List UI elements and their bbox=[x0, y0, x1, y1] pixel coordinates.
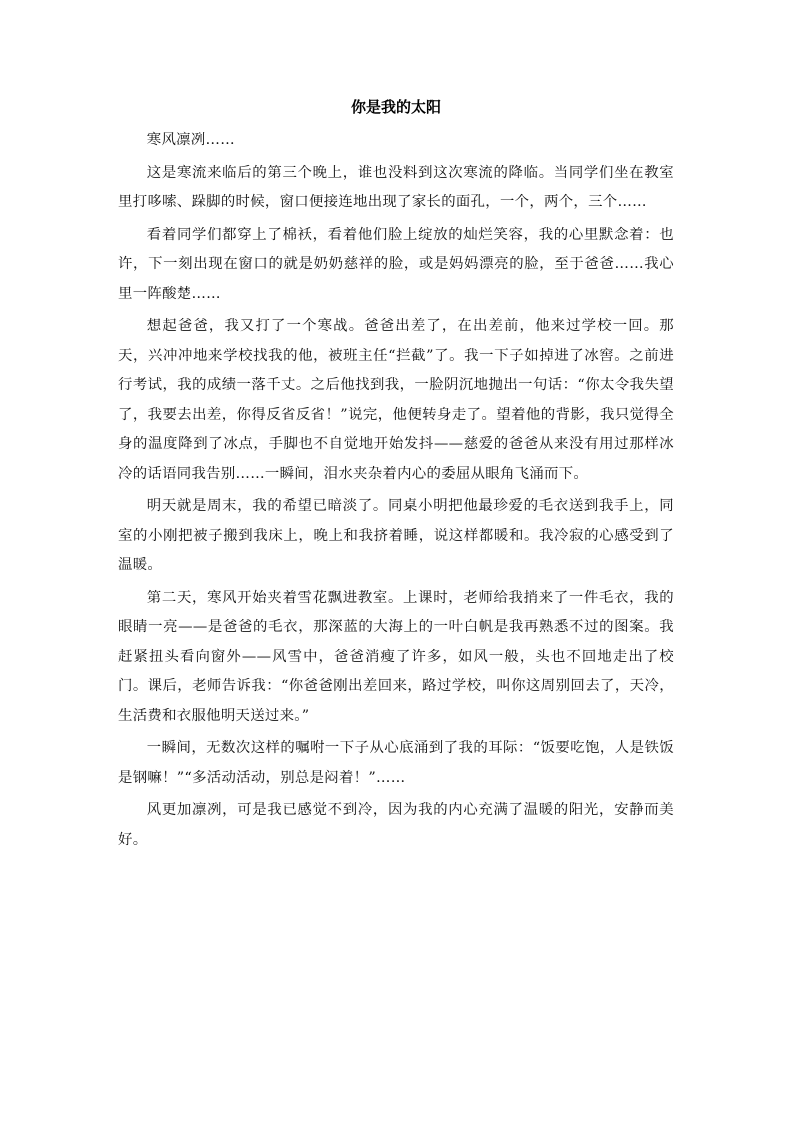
paragraph-5: 明天就是周末，我的希望已暗淡了。同桌小明把他最珍爱的毛衣送到我手上，同室的小刚把被子搬到我床上，晚上和我挤着睡，说这样都暖和。我冷寂的心感受到了温暖。 bbox=[118, 498, 674, 573]
document-body bbox=[118, 96, 674, 858]
paragraph-8: 风更加凛冽，可是我已感觉不到冷，因为我的内心充满了温暖的阳光，安静而美好。 bbox=[118, 802, 674, 848]
document-title: 你是我的太阳 bbox=[350, 98, 441, 116]
paragraph-6: 第二天，寒风开始夹着雪花飘进教室。上课时，老师给我捎来了一件毛衣，我的眼睛一亮——是爸爸的毛衣，那深蓝的大海上的一叶白帆是我再熟悉不过的图案。我赶紧扭头看向窗外——风雪中，爸爸消瘦了许多，如风一般，头也不回地走出了校门。课后，老师告诉我：“你爸爸刚出差回来，路过学校，叫你这周别回去了，天冷，生活费和衣服他明天送过来。” bbox=[118, 589, 674, 724]
paragraph-4: 想起爸爸，我又打了一个寒战。爸爸出差了，在出差前，他来过学校一回。那天，兴冲冲地来学校找我的他，被班主任“拦截”了。我一下子如掉进了冰窖。之前进行考试，我的成绩一落千丈。之后他找到我，一脸阴沉地抛出一句话：“你太令我失望了，我要去出差，你得反省反省！”说完，他便转身走了。望着他的背影，我只觉得全身的温度降到了冰点，手脚也不自觉地开始发抖——慈爱的爸爸从来没有用过那样冰冷的话语同我告别……一瞬间，泪水夹杂着内心的委屈从眼角飞涌而下。 bbox=[118, 318, 674, 482]
paragraph-7: 一瞬间，无数次这样的嘱咐一下子从心底涌到了我的耳际：“饭要吃饱，人是铁饭是钢嘛！”“多活动活动，别总是闷着！”…… bbox=[118, 740, 674, 786]
paragraph-2: 这是寒流来临后的第三个晚上，谁也没料到这次寒流的降临。当同学们坐在教室里打哆嗦、跺脚的时候，窗口便接连地出现了家长的面孔，一个，两个，三个…… bbox=[118, 164, 674, 210]
paragraph-1: 寒风凛冽…… bbox=[146, 132, 235, 148]
paragraph-3: 看着同学们都穿上了棉袄，看着他们脸上绽放的灿烂笑容，我的心里默念着：也许，下一刻出现在窗口的就是奶奶慈祥的脸，或是妈妈漂亮的脸，至于爸爸……我心里一阵酸楚…… bbox=[118, 226, 674, 302]
